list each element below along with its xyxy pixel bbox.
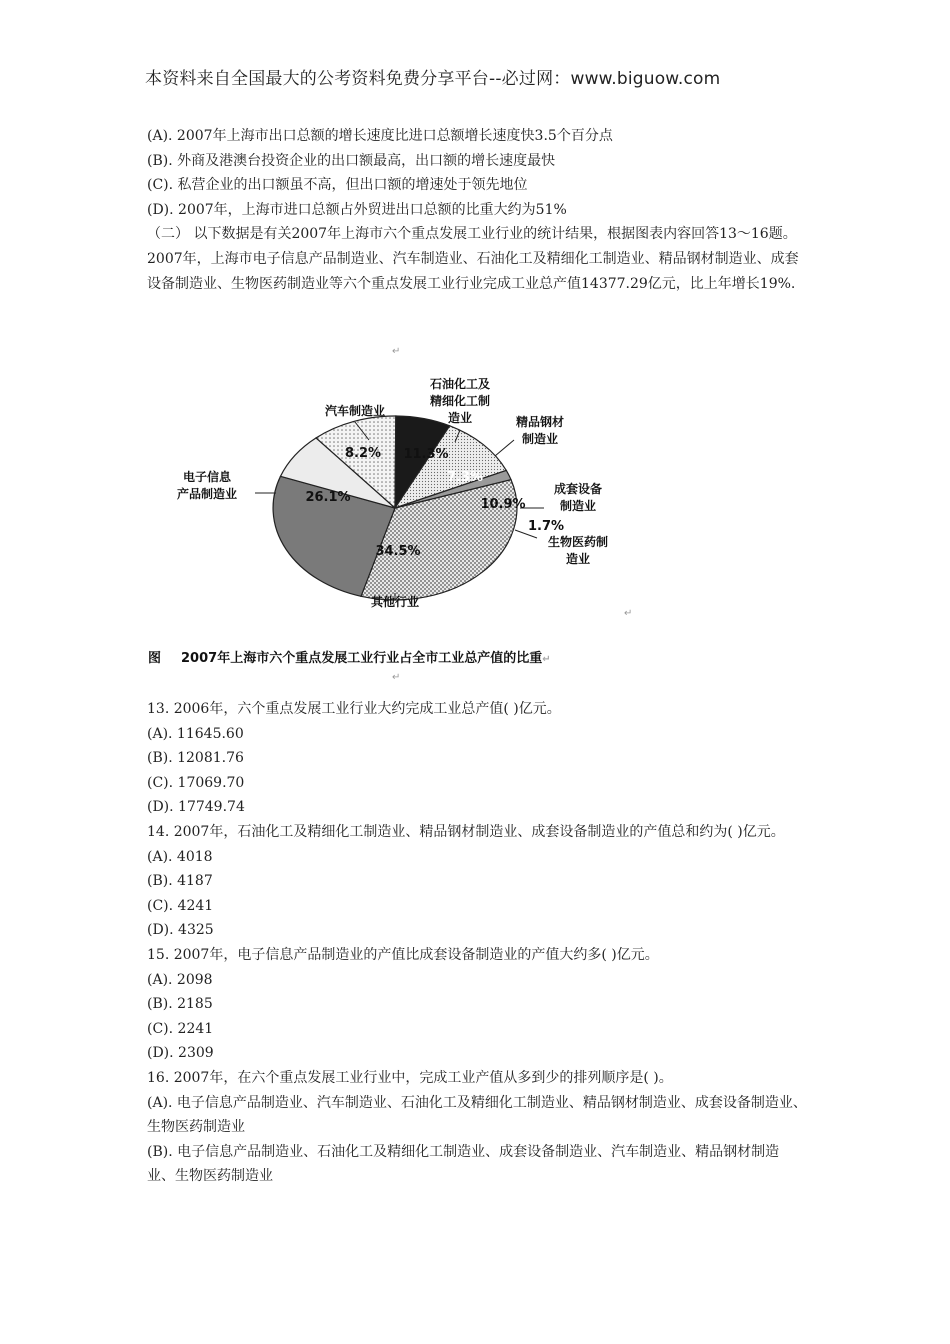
option-line: (D). 2309 [147,1045,214,1062]
option-line: (C). 17069.70 [147,774,245,791]
pie-category-label: 成套设备 [553,482,603,496]
pie-chart [160,360,640,630]
option-line: (B). 电子信息产品制造业、石油化工及精细化工制造业、成套设备制造业、汽车制造业、精品钢材制造业、生物医药制造业 [147,1143,780,1185]
pie-category-label: 制造业 [521,432,559,446]
pie-value-label: 10.9% [480,497,526,512]
question-14 [147,820,807,943]
option-line: (A). 2098 [147,971,213,988]
document-header: 本资料来自全国最大的公考资料免费分享平台--必过网：www.biguow.com [145,69,721,89]
question-stem: 15. 2007年，电子信息产品制造业的产值比成套设备制造业的产值大约多( )亿元。 [147,946,659,963]
figure-title: 2007年上海市六个重点发展工业行业占全市工业总产值的比重 [181,651,543,666]
pie-category-label: 产品制造业 [176,487,238,501]
pie-value-label: 1.7% [528,519,565,534]
question-15 [147,943,807,1066]
intro-paragraph: 2007年，上海市电子信息产品制造业、汽车制造业、石油化工及精细化工制造业、精品钢材制造业、成套设备制造业、生物医药制造业等六个重点发展工业行业完成工业总产值14377.29亿元，比上年增长19%. [147,250,799,292]
option-line: (A). 2007年上海市出口总额的增长速度比进口总额增长速度快3.5个百分点 [147,128,613,144]
question-list [147,697,807,1189]
option-line: (C). 2241 [147,1020,214,1037]
option-line: (C). 私营企业的出口额虽不高，但出口额的增速处于领先地位 [147,177,528,194]
figure-label: 图 [148,651,162,666]
paragraph-mark: ↵ [392,346,401,357]
option-line: (D). 4325 [147,922,214,939]
option-line: (A). 4018 [147,848,213,865]
question-13 [147,697,807,820]
question-16 [147,1066,807,1189]
pie-category-label: 制造业 [559,499,597,513]
pie-category-label: 其他行业 [370,595,420,609]
question-stem: 14. 2007年，石油化工及精细化工制造业、精品钢材制造业、成套设备制造业的产值总和约为( )亿元。 [147,823,785,840]
pie-category-label: 精品钢材 [515,415,565,429]
pie-category-label: 造业 [447,411,473,425]
figure-caption [148,647,748,666]
option-line: (A). 11645.60 [147,725,244,742]
question-stem: 13. 2006年，六个重点发展工业行业大约完成工业总产值( )亿元。 [147,701,561,717]
pie-chart-svg [160,360,640,630]
paragraph-mark: ↵ [624,608,633,619]
previous-options [147,124,807,296]
pie-value-label: 8.2% [344,446,382,461]
option-line: (D). 17749.74 [147,799,245,816]
paragraph-mark: ↵ [392,672,401,683]
pie-value-label: 11.3% [403,447,449,462]
option-line: (B). 2185 [147,996,213,1013]
pie-category-label: 精细化工制 [429,394,491,408]
option-line: (D). 2007年，上海市进口总额占外贸进出口总额的比重大约为51% [147,201,567,218]
pie-category-label: 生物医药制 [547,535,609,549]
pie-value-label: 7.3% [446,470,484,485]
pie-category-label: 电子信息 [182,470,232,484]
option-line: (B). 4187 [147,873,213,890]
option-line: (B). 12081.76 [147,750,244,767]
pie-value-label: 26.1% [305,490,351,505]
section-intro: （二） 以下数据是有关2007年上海市六个重点发展工业行业的统计结果，根据图表内容回答13～16题。 [147,226,797,243]
paragraph-mark: ↵ [542,654,551,665]
option-line: (B). 外商及港澳台投资企业的出口额最高，出口额的增长速度最快 [147,152,556,169]
leader-line [495,440,514,456]
pie-category-label: 石油化工及 [429,377,491,391]
question-stem: 16. 2007年，在六个重点发展工业行业中，完成工业产值从多到少的排列顺序是( )。 [147,1069,673,1086]
pie-category-label: 汽车制造业 [324,404,386,418]
pie-category-label: 造业 [565,552,591,566]
pie-value-label: 34.5% [375,544,421,559]
option-line: (A). 电子信息产品制造业、汽车制造业、石油化工及精细化工制造业、精品钢材制造业、成套设备制造业、生物医药制造业 [147,1094,807,1136]
option-line: (C). 4241 [147,897,214,914]
